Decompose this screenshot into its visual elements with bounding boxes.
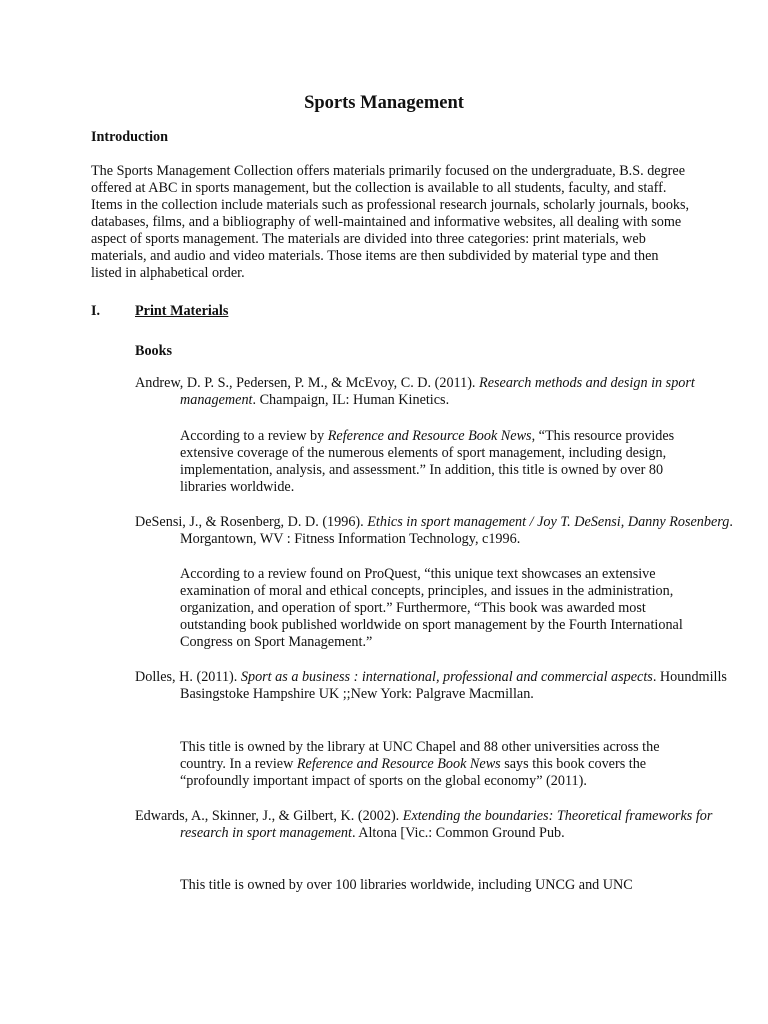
citation-authors: Dolles, H. (2011). <box>135 669 241 685</box>
annotation-text: says this book covers the “profoundly important impact of sports on the global economy” (2011). <box>180 756 647 789</box>
citation-entry <box>135 514 740 548</box>
citation-publisher: . Houndmills Basingstoke Hampshire UK ;;New York: Palgrave Macmillan. <box>180 669 727 702</box>
citation-title: Research methods and design in sport management <box>180 375 695 408</box>
annotation-text: , “This resource provides extensive coverage of the numerous elements of sport management, including design, implementation, analysis, and assessment.” In addition, this title is owned by over 80 libraries worldwide. <box>180 428 675 495</box>
citation-annotation <box>180 428 695 496</box>
citation-publisher: . Morgantown, WV : Fitness Information Technology, c1996. <box>180 514 733 547</box>
annotation-text: According to a review by <box>180 428 328 444</box>
citation-title: Extending the boundaries: Theoretical frameworks for research in sport management <box>180 808 713 841</box>
citation-authors: DeSensi, J., & Rosenberg, D. D. (1996). <box>135 514 368 530</box>
annotation-source: Reference and Resource Book News <box>327 428 532 444</box>
section-numeral: I. <box>91 303 101 319</box>
citation-entry <box>135 808 740 842</box>
citation-title: Sport as a business : international, professional and commercial aspects <box>240 669 653 685</box>
subsection-heading-books: Books <box>135 343 173 359</box>
section-heading-print-materials: Print Materials <box>135 303 229 319</box>
citation-title: Ethics in sport management / Joy T. DeSensi, Danny Rosenberg <box>367 514 730 530</box>
citation-publisher: . Altona [Vic.: Common Ground Pub. <box>351 825 565 841</box>
annotation-text: According to a review found on ProQuest, “this unique text showcases an extensive examination of moral and ethical concepts, principles, and issues in the administration, organization, and operation of sport.” Furthermore, “This book was awarded most outstanding book published worldwide on sport management by the Fourth International Congress on Sport Management.” <box>180 566 683 650</box>
citation-entry <box>135 669 740 703</box>
citation-publisher: . Champaign, IL: Human Kinetics. <box>252 392 450 408</box>
citation-authors: Andrew, D. P. S., Pedersen, P. M., & McEvoy, C. D. (2011). <box>135 375 480 391</box>
introduction-heading: Introduction <box>91 129 168 145</box>
annotation-source: Reference and Resource Book News <box>296 756 501 772</box>
citation-authors: Edwards, A., Skinner, J., & Gilbert, K. (2002). <box>135 808 403 824</box>
annotation-text: This title is owned by the library at UNC Chapel and 88 other universities across the country. In a review <box>180 739 660 772</box>
citation-entry <box>135 375 740 409</box>
citation-annotation <box>180 877 695 894</box>
citation-annotation <box>180 566 695 651</box>
document-title: Sports Management <box>304 93 464 113</box>
introduction-paragraph: The Sports Management Collection offers materials primarily focused on the undergraduate, B.S. degree offered at ABC in sports management, but the collection is available to all students, faculty, and staff. Items in the collection include materials such as professional research journals, scholarly journals, books, databases, films, and a bibliography of well-maintained and informative websites, all dealing with some aspect of sports management. The materials are divided into three categories: print materials, web materials, and audio and video materials. Those items are then subdivided by material type and then listed in alphabetical order. <box>91 163 690 281</box>
citation-annotation <box>180 739 695 790</box>
annotation-text: This title is owned by over 100 libraries worldwide, including UNCG and UNC <box>180 877 633 893</box>
